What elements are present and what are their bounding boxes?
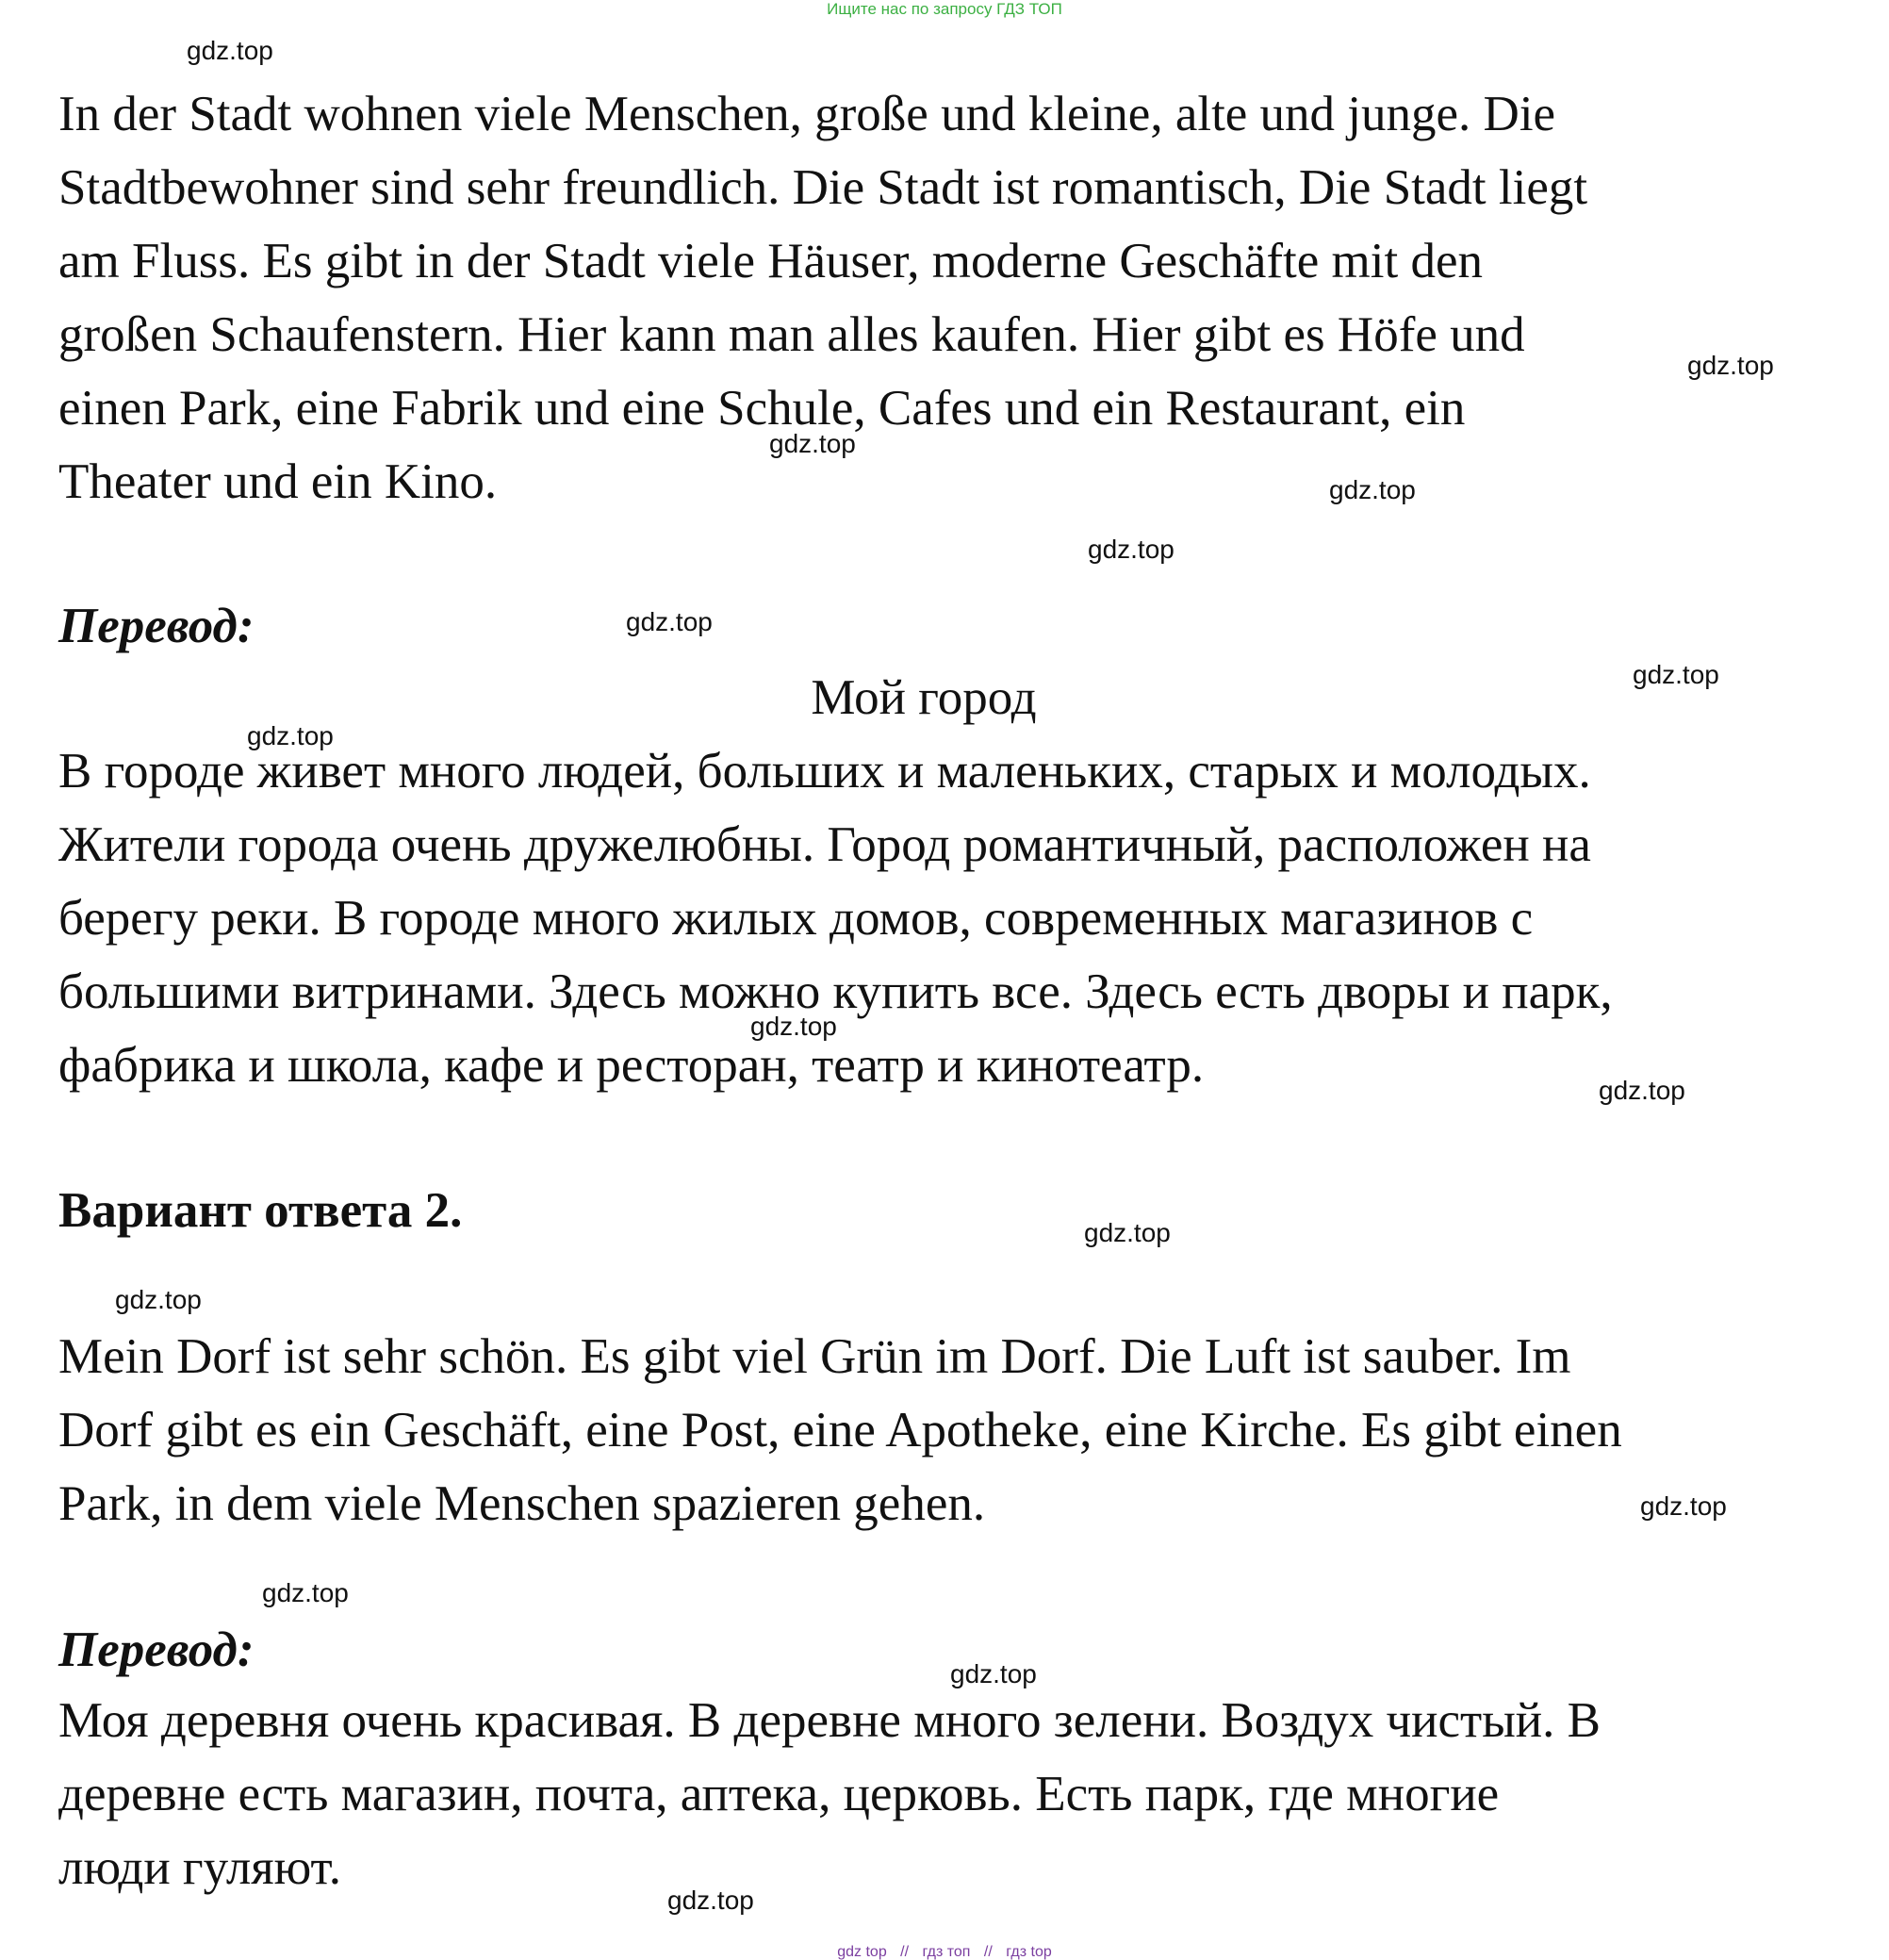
text-line: Жители города очень дружелюбны. Город романтичный, расположен на bbox=[58, 817, 1591, 872]
text-line: В городе живет много людей, больших и маленьких, старых и молодых. bbox=[58, 744, 1591, 799]
footer-link[interactable]: гдз top bbox=[1006, 1944, 1052, 1960]
text-line: фабрика и школа, кафе и ресторан, театр и кинотеатр. bbox=[58, 1038, 1205, 1093]
text-line: großen Schaufenstern. Hier kann man alles kaufen. Hier gibt es Höfe und bbox=[58, 307, 1525, 362]
watermark: gdz.top bbox=[769, 429, 856, 458]
variant-heading: Вариант ответа 2. bbox=[58, 1183, 463, 1238]
watermark: gdz.top bbox=[1599, 1076, 1685, 1105]
german-paragraph-village bbox=[58, 1320, 1821, 1540]
text-line: большими витринами. Здесь можно купить все. Здесь есть дворы и парк, bbox=[58, 964, 1613, 1019]
translation-heading: Перевод: bbox=[58, 1622, 255, 1677]
german-paragraph-city bbox=[58, 77, 1821, 519]
text-line: am Fluss. Es gibt in der Stadt viele Häuser, moderne Geschäfte mit den bbox=[58, 234, 1483, 288]
text-line: берегу реки. В городе много жилых домов, современных магазинов с bbox=[58, 891, 1534, 946]
footer-separator: // bbox=[900, 1944, 910, 1960]
russian-paragraph-city bbox=[58, 734, 1821, 1102]
watermark: gdz.top bbox=[1084, 1218, 1171, 1247]
russian-paragraph-village bbox=[58, 1684, 1821, 1904]
footer-link[interactable]: гдз топ bbox=[922, 1944, 971, 1960]
text-line: Mein Dorf ist sehr schön. Es gibt viel Grün im Dorf. Die Luft ist sauber. Im bbox=[58, 1329, 1571, 1384]
watermark: gdz.top bbox=[667, 1886, 754, 1915]
text-line: einen Park, eine Fabrik und eine Schule, Cafes und ein Restaurant, ein bbox=[58, 381, 1466, 436]
watermark: gdz.top bbox=[1640, 1491, 1727, 1521]
watermark: gdz.top bbox=[247, 721, 334, 750]
text-line: In der Stadt wohnen viele Menschen, große und kleine, alte und junge. Die bbox=[58, 87, 1556, 141]
text-line: люди гуляют. bbox=[58, 1840, 341, 1895]
footer-separator: // bbox=[983, 1944, 993, 1960]
watermark: gdz.top bbox=[1329, 475, 1416, 504]
footer-links bbox=[0, 1945, 1889, 1960]
watermark: gdz.top bbox=[262, 1578, 349, 1607]
watermark: gdz.top bbox=[950, 1659, 1037, 1688]
text-line: Моя деревня очень красивая. В деревне много зелени. Воздух чистый. В bbox=[58, 1693, 1602, 1748]
watermark: gdz.top bbox=[626, 607, 713, 636]
watermark: gdz.top bbox=[750, 1012, 837, 1041]
watermark: gdz.top bbox=[115, 1285, 202, 1314]
translation-heading: Перевод: bbox=[58, 599, 255, 653]
translation-title: Мой город bbox=[811, 670, 1037, 725]
text-line: Stadtbewohner sind sehr freundlich. Die Stadt ist romantisch, Die Stadt liegt bbox=[58, 160, 1588, 215]
text-line: Dorf gibt es ein Geschäft, eine Post, eine Apotheke, eine Kirche. Es gibt einen bbox=[58, 1403, 1622, 1458]
watermark: gdz.top bbox=[1088, 535, 1174, 564]
text-line: деревне есть магазин, почта, аптека, церковь. Есть парк, где многие bbox=[58, 1767, 1500, 1821]
watermark: gdz.top bbox=[187, 36, 273, 65]
watermark: gdz.top bbox=[1633, 660, 1719, 689]
text-line: Theater und ein Kino. bbox=[58, 454, 498, 509]
watermark: gdz.top bbox=[1687, 351, 1774, 380]
text-line: Park, in dem viele Menschen spazieren gehen. bbox=[58, 1476, 986, 1531]
top-banner: Ищите нас по запросу ГДЗ ТОП bbox=[827, 0, 1062, 18]
footer-link[interactable]: gdz top bbox=[837, 1944, 887, 1960]
